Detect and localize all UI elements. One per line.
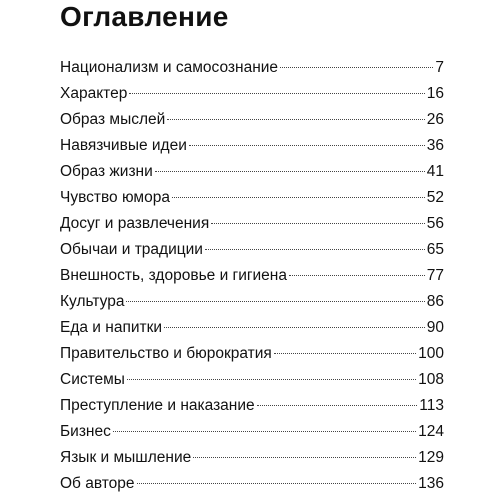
toc-title: Оглавление [60,1,229,32]
toc-entry-title: Бизнес [60,423,111,440]
toc-entry[interactable] [60,315,444,341]
toc-list [60,55,444,497]
toc-entry-title: Правительство и бюрократия [60,345,272,362]
toc-entry-page-number: 16 [426,85,444,102]
toc-entry-title: Характер [60,85,128,102]
toc-entry[interactable] [60,367,444,393]
dot-leader [155,171,425,172]
dot-leader [167,119,424,120]
toc-entry-title: Об авторе [60,475,135,492]
toc-entry-page-number: 90 [426,319,444,336]
toc-entry-title: Национализм и самосознание [60,59,279,76]
toc-entry-page-number: 136 [418,475,444,492]
toc-entry[interactable] [60,133,444,159]
toc-entry-title: Образ мыслей [60,111,166,128]
dot-leader [274,353,416,354]
dot-leader [193,457,416,458]
toc-entry[interactable] [60,341,444,367]
toc-entry-page-number: 26 [426,111,444,128]
toc-entry-page-number: 113 [419,397,444,414]
dot-leader [172,197,425,198]
toc-entry-page-number: 100 [418,345,444,362]
toc-entry-title: Досуг и развлечения [60,215,210,232]
toc-entry[interactable] [60,419,444,445]
toc-entry-title: Преступление и наказание [60,397,255,414]
toc-entry[interactable] [60,289,444,315]
toc-entry-title: Язык и мышление [60,449,192,466]
toc-entry-page-number: 77 [426,267,444,284]
toc-entry-page-number: 108 [418,371,444,388]
dot-leader [126,301,424,302]
dot-leader [205,249,425,250]
toc-entry[interactable] [60,263,444,289]
dot-leader [189,145,425,146]
toc-entry-title: Образ жизни [60,163,153,180]
toc-entry-title: Чувство юмора [60,189,170,206]
toc-entry-title: Еда и напитки [60,319,163,336]
toc-entry-title: Обычаи и традиции [60,241,203,258]
dot-leader [137,483,417,484]
toc-entry-page-number: 86 [426,293,444,310]
toc-entry-title: Внешность, здоровье и гигиена [60,267,287,284]
toc-entry-title: Системы [60,371,125,388]
toc-entry[interactable] [60,211,444,237]
toc-entry-title: Навязчивые идеи [60,137,187,154]
toc-entry-page-number: 52 [426,189,444,206]
toc-entry[interactable] [60,55,444,81]
toc-entry[interactable] [60,237,444,263]
toc-entry-page-number: 124 [418,423,444,440]
toc-entry-page-number: 129 [418,449,444,466]
toc-entry[interactable] [60,81,444,107]
toc-entry-page-number: 36 [426,137,444,154]
dot-leader [211,223,425,224]
toc-entry[interactable] [60,159,444,185]
toc-entry-page-number: 7 [435,59,444,76]
toc-entry-page-number: 41 [426,163,444,180]
toc-entry-title: Культура [60,293,125,310]
dot-leader [289,275,425,276]
toc-entry-page-number: 65 [426,241,444,258]
dot-leader [257,405,418,406]
toc-entry-page-number: 56 [426,215,444,232]
toc-entry[interactable] [60,445,444,471]
dot-leader [129,93,424,94]
dot-leader [280,67,433,68]
dot-leader [127,379,416,380]
dot-leader [113,431,416,432]
dot-leader [164,327,425,328]
toc-entry[interactable] [60,471,444,497]
toc-entry[interactable] [60,393,444,419]
toc-entry[interactable] [60,185,444,211]
toc-entry[interactable] [60,107,444,133]
